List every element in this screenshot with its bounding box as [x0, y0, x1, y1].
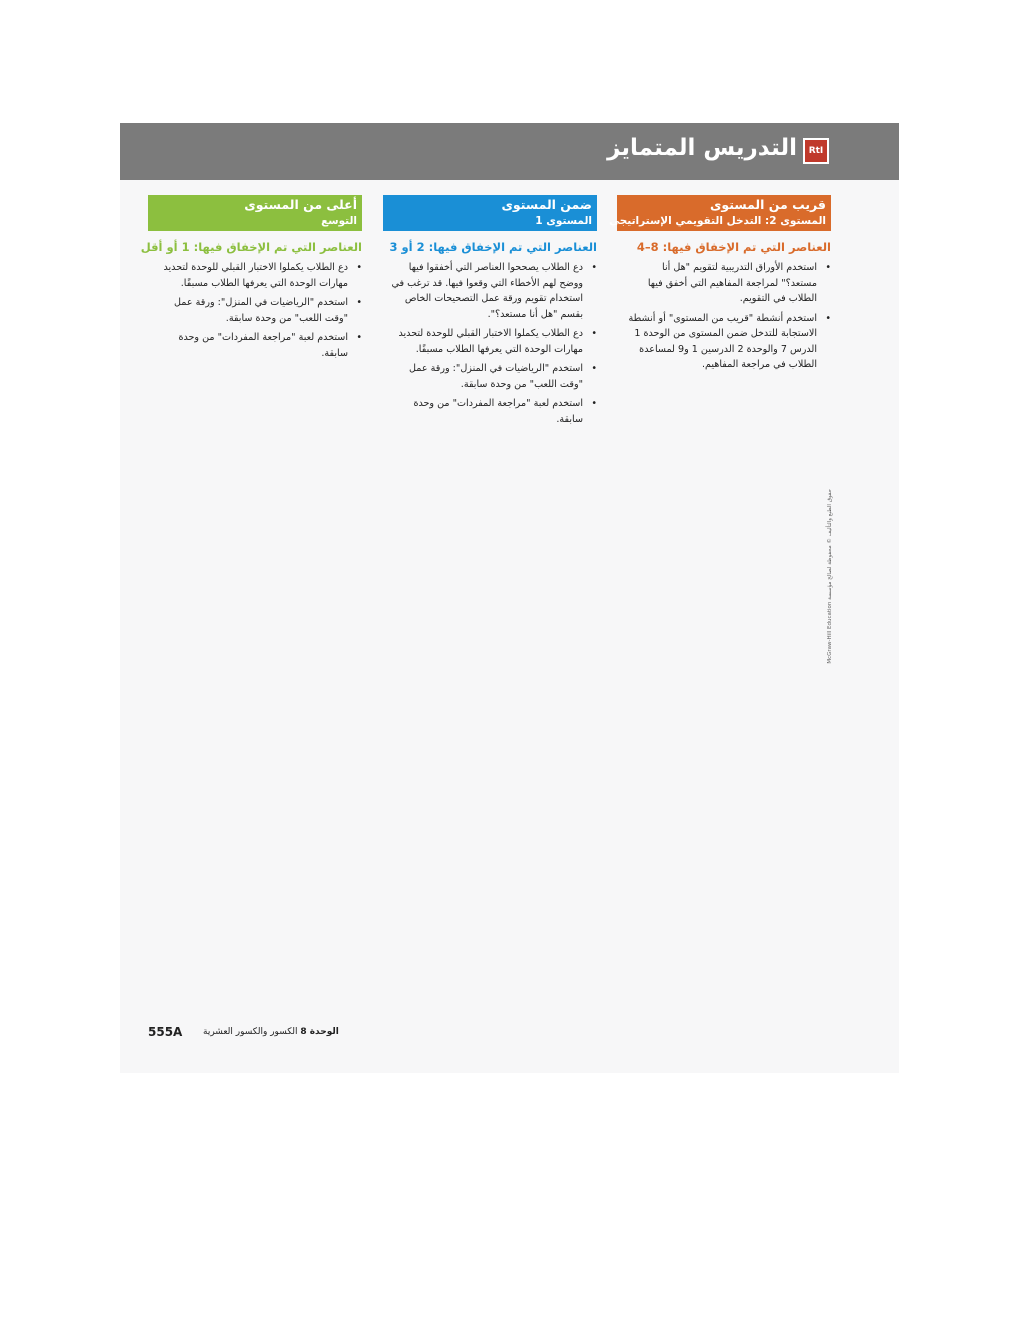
column-subtitle: المستوى 1: [535, 215, 592, 227]
list-item: • استخدم لعبة "مراجعة المفردات" من وحدة سابقة.: [391, 396, 597, 427]
column-header-beyond: [148, 195, 362, 231]
recommendation-list: [617, 260, 831, 373]
column-title: ضمن المستوى: [501, 197, 592, 212]
header-banner: [120, 123, 899, 180]
column-subtitle: المستوى 2: التدخل التقويمي الإستراتيجي: [609, 215, 826, 227]
column-header-on-level: [383, 195, 597, 231]
list-item: • استخدم "الرياضيات في المنزل": ورقة عمل "وقت اللعب" من وحدة سابقة.: [391, 361, 597, 392]
recommendation-list: [148, 260, 362, 361]
column-beyond-level: [140, 195, 362, 365]
column-title: أعلى من المستوى: [244, 197, 357, 212]
rti-badge-icon: RtI: [803, 138, 829, 164]
recommendation-list: [383, 260, 597, 427]
list-item: • دع الطلاب يكملوا الاختبار القبلي للوحدة لتحديد مهارات الوحدة التي يعرفها الطلاب مسبقًا.: [156, 260, 362, 291]
column-title: قريب من المستوى: [709, 197, 826, 212]
column-subtitle: التوسع: [321, 215, 357, 227]
column-approaching-level: [609, 195, 831, 377]
list-item: • استخدم لعبة "مراجعة المفردات" من وحدة سابقة.: [156, 330, 362, 361]
page-title: التدريس المتمايز: [607, 135, 797, 161]
column-header-approaching: [609, 195, 831, 231]
list-item: • استخدم الأوراق التدريبية لتقويم "هل أنا مستعد؟" لمراجعة المفاهيم التي أخفق فيها الطلاب في التقويم.: [625, 260, 831, 307]
missed-items-heading: العناصر التي تم الإخفاق فيها: 2 أو 3: [389, 240, 597, 254]
list-item: • استخدم أنشطة "قريب من المستوى" أو أنشطة الاستجابة للتدخل ضمن المستوى من الوحدة 1 الدرس 7 والوحدة 2 الدرسين 1 و9 لمساعدة الطلاب في مراجعة المفاهيم.: [625, 311, 831, 373]
page-number: 555A: [148, 1025, 183, 1039]
list-item: • دع الطلاب يكملوا الاختبار القبلي للوحدة لتحديد مهارات الوحدة التي يعرفها الطلاب مسبقًا.: [391, 326, 597, 357]
footer-unit: [203, 1027, 339, 1037]
list-item: • استخدم "الرياضيات في المنزل": ورقة عمل "وقت اللعب" من وحدة سابقة.: [156, 295, 362, 326]
unit-title: الكسور والكسور العشرية: [203, 1027, 298, 1037]
page-sheet: [120, 123, 899, 1073]
missed-items-heading: العناصر التي تم الإخفاق فيها: 1 أو أقل: [140, 240, 362, 254]
list-item: • دع الطلاب يصححوا العناصر التي أخفقوا فيها ووضح لهم الأخطاء التي وقعوا فيها. قد ترغب في استخدام تقويم ورقة عمل التصحيحات الخاص بقسم "هل أنا مستعد؟".: [391, 260, 597, 322]
missed-items-heading: العناصر التي تم الإخفاق فيها: 8–4: [636, 240, 831, 254]
column-on-level: [383, 195, 597, 431]
unit-label: الوحدة 8: [300, 1027, 339, 1037]
copyright-note: حقوق الطبع والتأليف © محفوظة لصالح مؤسسة McGraw-Hill Education: [827, 489, 833, 664]
